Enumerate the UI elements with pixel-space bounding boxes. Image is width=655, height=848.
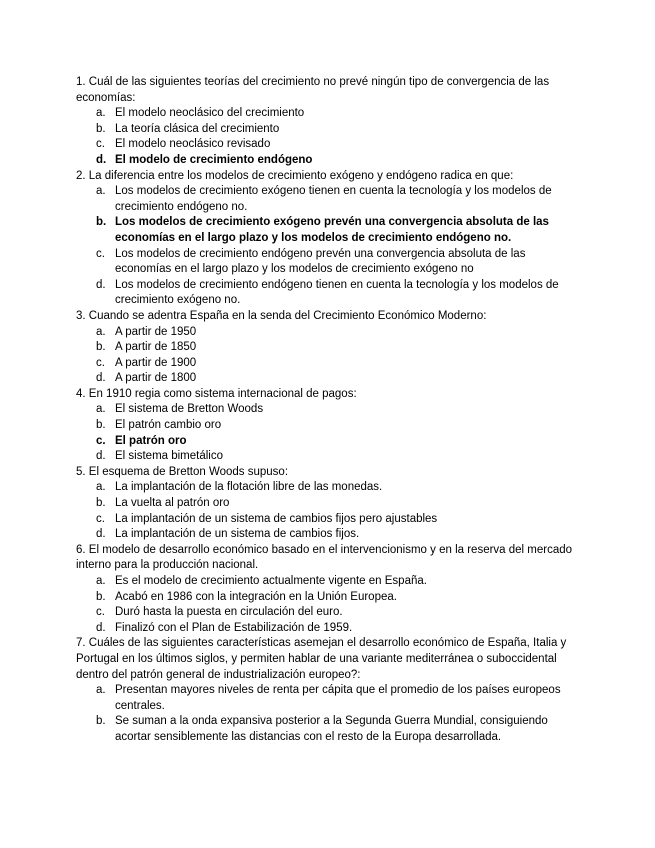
option-item (76, 449, 576, 465)
option-text: La vuelta al patrón oro (115, 497, 230, 510)
question-5-text: 5. El esquema de Bretton Woods supuso: (76, 465, 289, 478)
question-1-text: 1. Cuál de las siguientes teorías del crecimiento no prevé ningún tipo de convergencia de las economías: (76, 76, 550, 104)
option-text: Los modelos de crecimiento endógeno tienen en cuenta la tecnología y los modelos de crecimiento exógeno no. (115, 278, 559, 307)
option-text: Los modelos de crecimiento exógeno prevén una convergencia absoluta de las economías en el largo plazo y los modelos de crecimiento endógeno no. (115, 216, 549, 244)
question-6-text: 6. El modelo de desarrollo económico basado en el intervencionismo y en la reserva del mercado interno para la producción nacional. (76, 543, 573, 572)
option-text: El modelo de crecimiento endógeno (115, 153, 313, 166)
question-7-text: 7. Cuáles de las siguientes características asemejan el desarrollo económico de España, Italia y Portugal en los últimos siglos, y permiten hablar de una variante mediterránea o suboccidental dentro del patrón general de industrialización europeo?: (76, 637, 567, 681)
option-text: El patrón oro (115, 434, 187, 447)
question-3-options (76, 325, 576, 387)
option-text: El modelo neoclásico revisado (115, 138, 271, 151)
option-letter: d. (96, 528, 106, 541)
option-letter: b. (96, 341, 106, 354)
option-letter: c. (96, 356, 105, 369)
option-text: La teoría clásica del crecimiento (115, 122, 280, 135)
option-letter: c. (96, 512, 105, 525)
option-letter: a. (96, 684, 106, 697)
option-item (76, 480, 576, 496)
option-item (76, 356, 576, 372)
option-letter: a. (96, 481, 106, 494)
option-item (76, 418, 576, 434)
option-text: El sistema de Bretton Woods (115, 403, 264, 416)
option-letter: b. (96, 216, 107, 229)
option-item (76, 106, 576, 122)
option-text: A partir de 1850 (115, 341, 197, 354)
option-letter: b. (96, 419, 106, 432)
option-item (76, 402, 576, 418)
option-text: Los modelos de crecimiento exógeno tienen en cuenta la tecnología y los modelos de crecimiento endógeno no. (115, 185, 552, 213)
option-item (76, 574, 576, 590)
option-letter: d. (96, 153, 107, 166)
question-list (76, 75, 576, 746)
option-letter: d. (96, 278, 106, 291)
option-item (76, 184, 576, 215)
option-letter: a. (96, 403, 106, 416)
option-item (76, 512, 576, 528)
option-letter: a. (96, 107, 106, 120)
option-letter: c. (96, 138, 105, 151)
option-item (76, 153, 576, 169)
option-letter: b. (96, 590, 106, 603)
option-item (76, 137, 576, 153)
option-letter: c. (96, 247, 105, 260)
option-text: Es el modelo de crecimiento actualmente vigente en España. (115, 575, 427, 587)
option-item (76, 496, 576, 512)
option-letter: a. (96, 575, 106, 587)
option-item (76, 247, 576, 278)
option-letter: a. (96, 325, 106, 338)
option-text: La implantación de un sistema de cambios fijos pero ajustables (115, 512, 438, 525)
option-text: El patrón cambio oro (115, 419, 222, 432)
option-text: Los modelos de crecimiento endógeno prevén una convergencia absoluta de las economías en el largo plazo y los modelos de crecimiento exógeno no (115, 247, 526, 276)
option-item (76, 434, 576, 450)
option-letter: d. (96, 450, 106, 463)
option-letter: d. (96, 372, 106, 385)
option-text: Duró hasta la puesta en circulación del euro. (115, 606, 343, 619)
option-letter: c. (96, 606, 105, 619)
question-4-options (76, 402, 576, 464)
option-item (76, 122, 576, 138)
option-text: El modelo neoclásico del crecimiento (115, 107, 305, 120)
option-letter: b. (96, 497, 106, 510)
question-2-text: 2. La diferencia entre los modelos de crecimiento exógeno y endógeno radica en que: (76, 169, 514, 182)
option-letter: d. (96, 621, 106, 634)
question-4-text: 4. En 1910 regia como sistema internacional de pagos: (76, 387, 357, 400)
option-item (76, 325, 576, 341)
option-text: Presentan mayores niveles de renta per cápita que el promedio de los países europeos centrales. (115, 684, 561, 712)
option-item (76, 714, 576, 745)
option-text: Acabó en 1986 con la integración en la Unión Europea. (115, 590, 397, 603)
option-text: El sistema bimetálico (115, 450, 224, 463)
option-item (76, 215, 576, 246)
option-text: Se suman a la onda expansiva posterior a la Segunda Guerra Mundial, consiguiendo acortar sensiblemente las distancias con el resto de la Europa desarrollada. (115, 715, 548, 743)
option-text: A partir de 1950 (115, 325, 197, 338)
question-1-options (76, 106, 576, 168)
question-7-options (76, 683, 576, 745)
option-text: La implantación de un sistema de cambios fijos. (115, 528, 360, 541)
option-text: A partir de 1900 (115, 356, 197, 369)
option-item (76, 527, 576, 543)
question-5-options (76, 480, 576, 542)
option-item (76, 621, 576, 637)
option-item (76, 605, 576, 621)
question-3-text: 3. Cuando se adentra España en la senda del Crecimiento Económico Moderno: (76, 309, 487, 322)
option-letter: c. (96, 434, 106, 447)
option-item (76, 278, 576, 309)
option-item (76, 683, 576, 714)
question-2-options (76, 184, 576, 309)
option-text: Finalizó con el Plan de Estabilización de 1959. (115, 621, 353, 634)
option-item (76, 590, 576, 606)
option-letter: b. (96, 122, 106, 135)
option-text: La implantación de la flotación libre de las monedas. (115, 481, 383, 494)
option-letter: a. (96, 185, 106, 198)
question-6-options (76, 574, 576, 636)
option-item (76, 340, 576, 356)
option-letter: b. (96, 715, 106, 728)
option-item (76, 371, 576, 387)
option-text: A partir de 1800 (115, 372, 197, 385)
